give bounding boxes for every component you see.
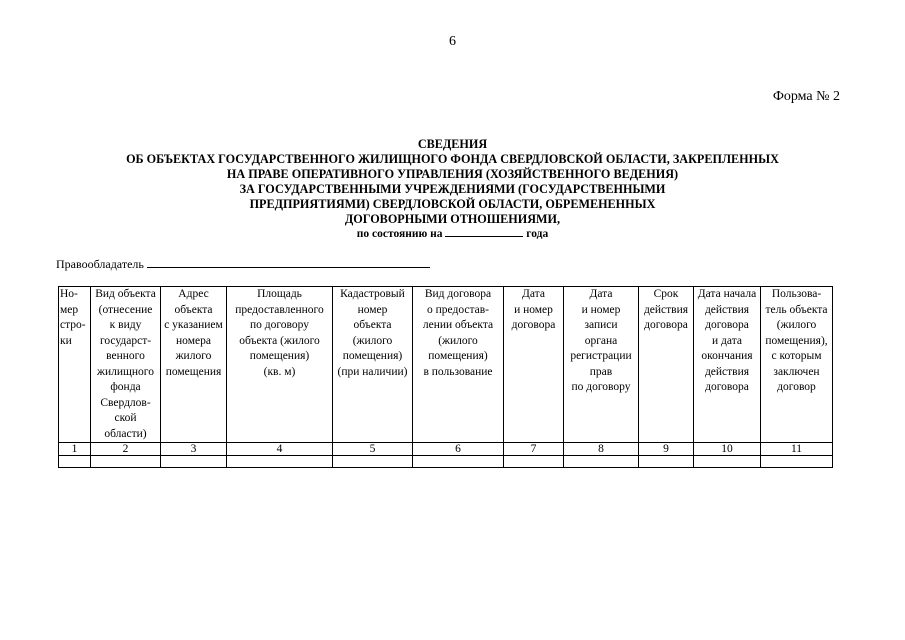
table-cell [413,456,504,468]
column-number: 9 [639,443,694,456]
column-number: 1 [59,443,91,456]
column-number: 7 [504,443,564,456]
header-cell-object-type: Вид объекта (отнесение к виду государст- венного жилищного фонда Свердлов- ской области) [91,287,161,443]
column-number: 3 [161,443,227,456]
table-cell [564,456,639,468]
header-cell-cadastral-number: Кадастровый номер объекта (жилого помещения) (при наличии) [333,287,413,443]
header-cell-contract-type: Вид договора о предостав- лении объекта (жилого помещения) в пользование [413,287,504,443]
column-number: 10 [694,443,761,456]
header-cell-contract-term: Срок действия договора [639,287,694,443]
title-line: ОБ ОБЪЕКТАХ ГОСУДАРСТВЕННОГО ЖИЛИЩНОГО ФОНДА СВЕРДЛОВСКОЙ ОБЛАСТИ, ЗАКРЕПЛЕННЫХ [126,152,779,166]
owner-blank [147,267,430,268]
column-number: 2 [91,443,161,456]
objects-table [58,286,833,468]
column-number: 4 [227,443,333,456]
title-line: ЗА ГОСУДАРСТВЕННЫМИ УЧРЕЖДЕНИЯМИ (ГОСУДАРСТВЕННЫМИ [239,182,666,196]
document-title [0,137,905,227]
header-cell-user: Пользова- тель объекта (жилого помещения), с которым заключен договор [761,287,833,443]
column-number-row [59,443,833,456]
table-cell [59,456,91,468]
table-row [59,456,833,468]
header-cell-contract-date: Дата и номер договора [504,287,564,443]
owner-label: Правообладатель [56,257,144,271]
header-cell-area: Площадь предоставленного по договору объекта (жилого помещения) (кв. м) [227,287,333,443]
header-cell-registration-record: Дата и номер записи органа регистрации прав по договору [564,287,639,443]
date-line-prefix: по состоянию на [356,228,443,240]
title-line: ПРЕДПРИЯТИЯМИ) СВЕРДЛОВСКОЙ ОБЛАСТИ, ОБРЕМЕНЕННЫХ [249,197,656,211]
table-cell [333,456,413,468]
table-cell [504,456,564,468]
date-blank [445,236,523,237]
table-cell [161,456,227,468]
table-cell [694,456,761,468]
form-label: Форма № 2 [772,89,840,104]
column-number: 11 [761,443,833,456]
title-line: СВЕДЕНИЯ [417,137,488,151]
table-cell [227,456,333,468]
table-cell [761,456,833,468]
date-line [0,228,905,240]
table-cell [639,456,694,468]
column-number: 8 [564,443,639,456]
table-header-row [59,287,833,443]
title-line: НА ПРАВЕ ОПЕРАТИВНОГО УПРАВЛЕНИЯ (ХОЗЯЙСТВЕННОГО ВЕДЕНИЯ) [226,167,679,181]
header-cell-address: Адрес объекта с указанием номера жилого помещения [161,287,227,443]
owner-line [56,257,430,272]
table-cell [91,456,161,468]
page-number: 6 [449,34,456,49]
column-number: 6 [413,443,504,456]
header-cell-contract-dates: Дата начала действия договора и дата окончания действия договора [694,287,761,443]
header-cell-row-number: Но- мер стро- ки [59,287,91,443]
column-number: 5 [333,443,413,456]
date-line-suffix: года [526,228,549,240]
title-line: ДОГОВОРНЫМИ ОТНОШЕНИЯМИ, [344,212,561,226]
